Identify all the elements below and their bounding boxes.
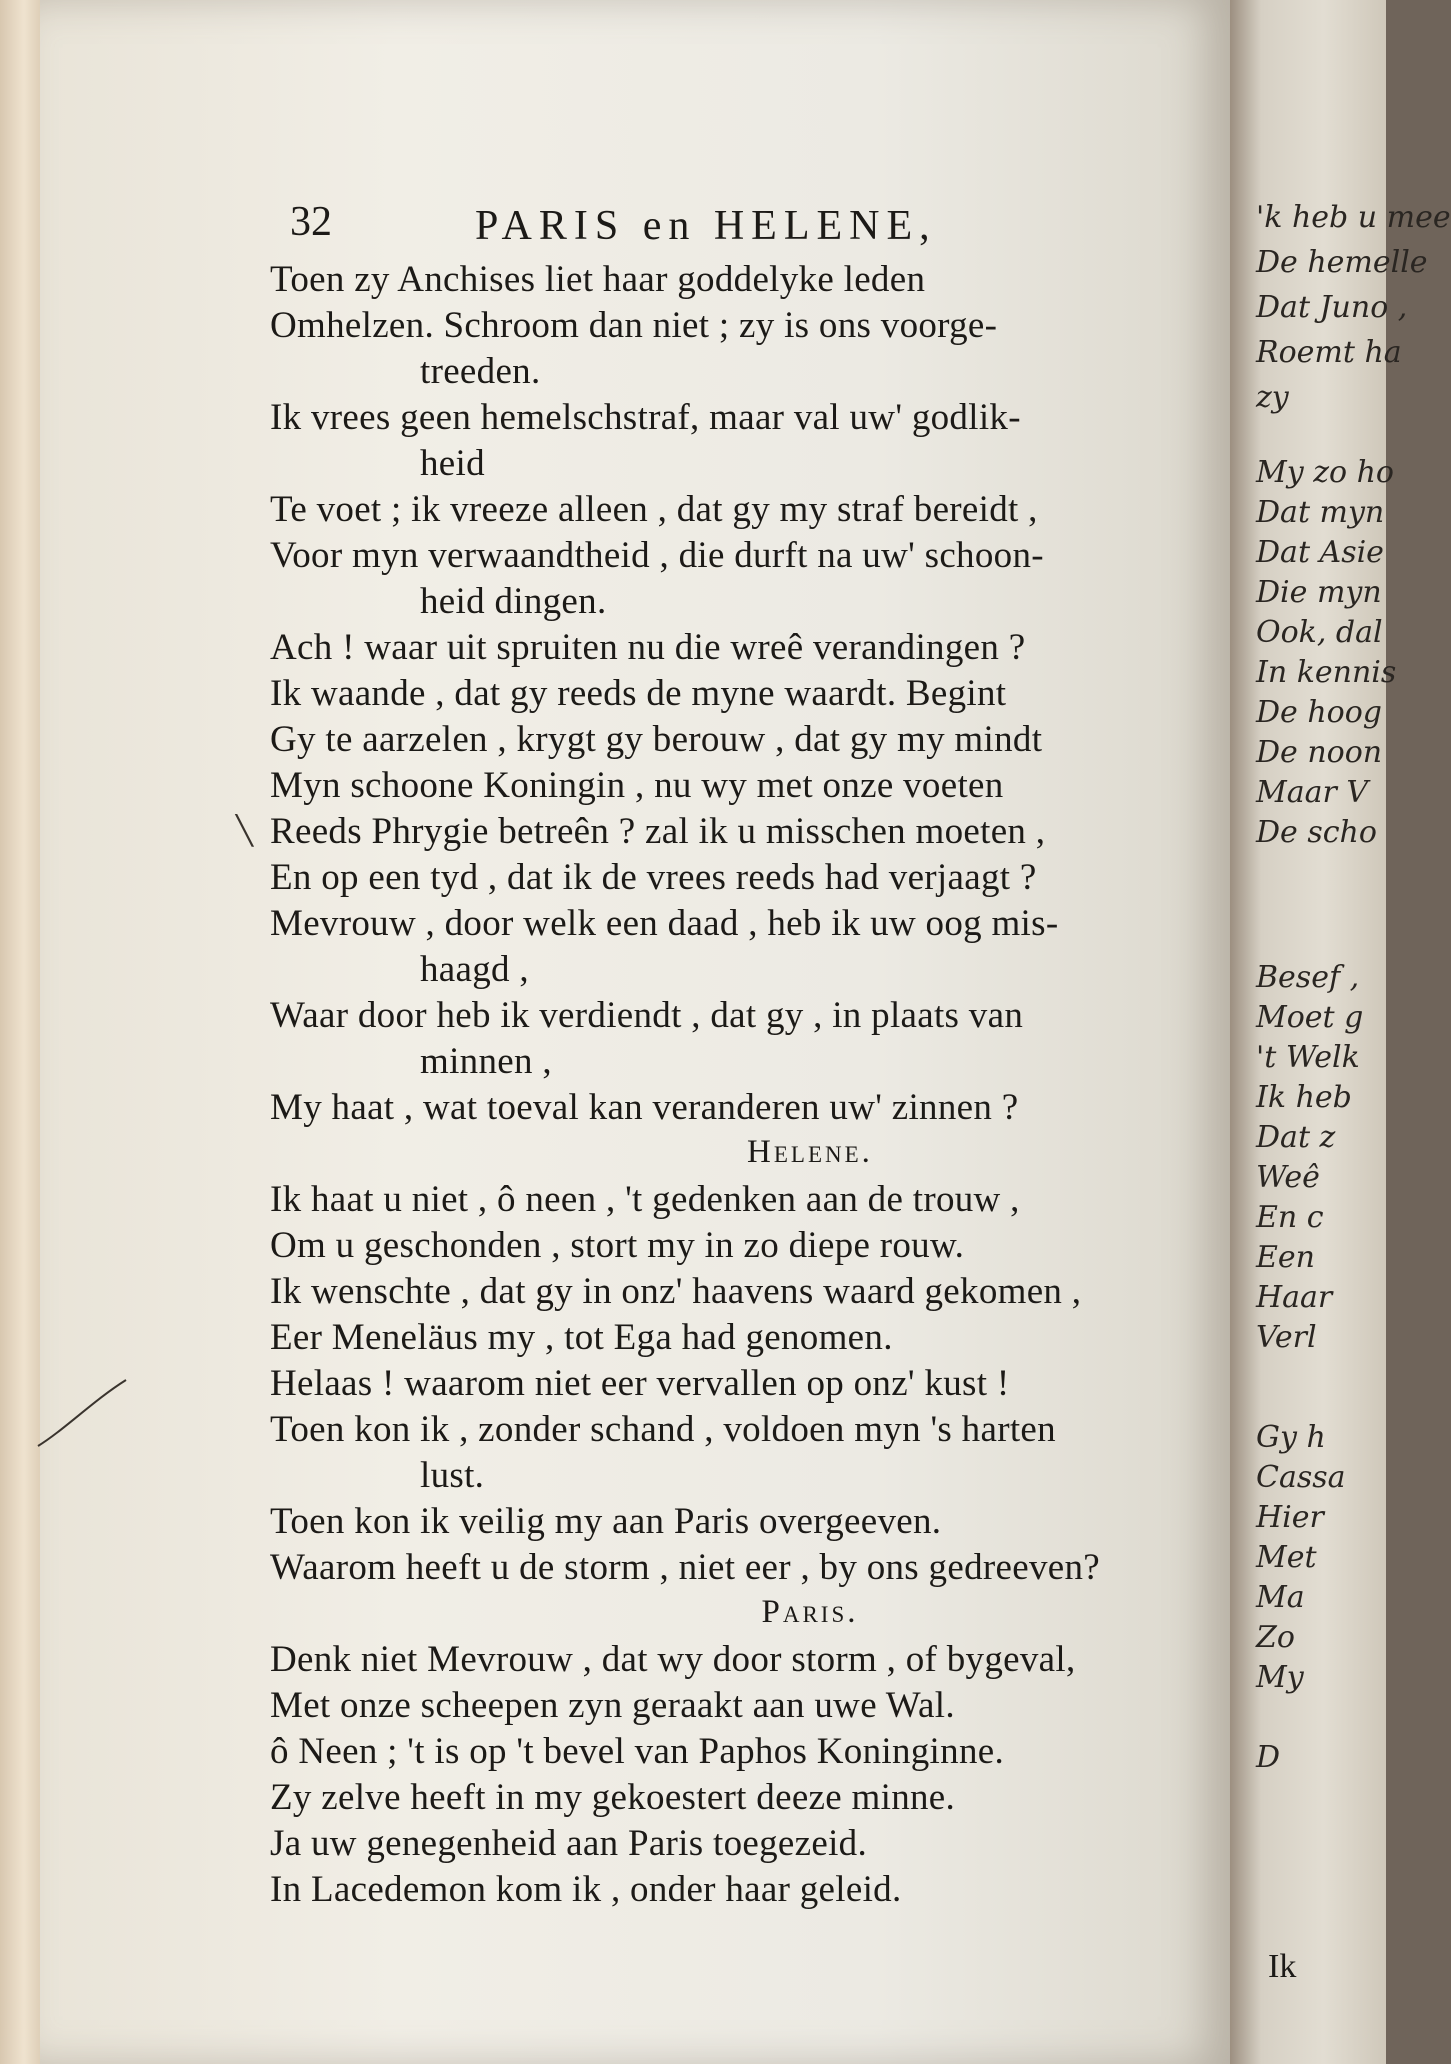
verse-line: My haat , wat toeval kan veranderen uw' zinnen ? [270, 1087, 1019, 1128]
verse-line: Helaas ! waarom niet eer vervallen op onz' kust ! [270, 1363, 1010, 1404]
verse-line: Toen kon ik , zonder schand , voldoen myn 's harten [270, 1409, 1056, 1450]
verse-continuation: heid dingen. [420, 581, 607, 622]
verse-line: Ach ! waar uit spruiten nu die wreê verandingen ? [270, 627, 1026, 668]
verse-line: Om u geschonden , stort my in zo diepe rouw. [270, 1225, 965, 1266]
facing-page-line: D [1256, 1740, 1281, 1775]
verse-line: Ik wenschte , dat gy in onz' haavens waard gekomen , [270, 1271, 1082, 1312]
verse-line: Waarom heeft u de storm , niet eer , by ons gedreeven? [270, 1547, 1100, 1588]
verse-line: Reeds Phrygie betreên ? zal ik u misschen moeten , [270, 811, 1046, 852]
verse-continuation: heid [420, 443, 485, 484]
facing-page-line: Ook, dal [1256, 615, 1383, 650]
verse-continuation: lust. [420, 1455, 485, 1496]
verse-line: Toen kon ik veilig my aan Paris overgeeven. [270, 1501, 942, 1542]
verse-line: Waar door heb ik verdiendt , dat gy , in plaats van [270, 995, 1024, 1036]
facing-page-line: Besef , [1256, 960, 1360, 995]
facing-page-line: My zo ho [1256, 455, 1394, 490]
facing-page-line: Dat Asie [1256, 535, 1384, 570]
facing-page-line: Dat myn [1256, 495, 1385, 530]
verse-line: Ja uw genegenheid aan Paris toegezeid. [270, 1823, 868, 1864]
facing-page-line: Gy h [1256, 1420, 1326, 1455]
verse-line: Omhelzen. Schroom dan niet ; zy is ons voorge- [270, 305, 998, 346]
page-number: 32 [290, 199, 332, 245]
margin-tick-mark: ╲ [236, 814, 253, 847]
verse-line: Zy zelve heeft in my gekoestert deeze minne. [270, 1777, 956, 1818]
verse-line: Myn schoone Koningin , nu wy met onze voeten [270, 765, 1004, 806]
verse-line: In Lacedemon kom ik , onder haar geleid. [270, 1869, 902, 1910]
facing-page-line: Ma [1256, 1580, 1305, 1615]
running-title: PARIS en HELENE, [475, 203, 937, 249]
verse-line: Met onze scheepen zyn geraakt aan uwe Wal. [270, 1685, 955, 1726]
verse-line: Gy te aarzelen , krygt gy berouw , dat gy my mindt [270, 719, 1043, 760]
facing-page-line: Cassa [1256, 1460, 1346, 1495]
verse-line: Ik vrees geen hemelschstraf, maar val uw' godlik- [270, 397, 1021, 438]
catchword: Ik [1268, 1948, 1297, 1985]
facing-page-line: 't Welk [1256, 1040, 1360, 1075]
verse-line: Mevrouw , door welk een daad , heb ik uw oog mis- [270, 903, 1059, 944]
verse-line: Eer Meneläus my , tot Ega had genomen. [270, 1317, 893, 1358]
facing-page-line: De scho [1256, 815, 1377, 850]
facing-page-line: Zo [1256, 1620, 1295, 1655]
facing-page-line: In kennis [1256, 655, 1397, 690]
facing-page-line: Dat Juno , [1256, 290, 1408, 325]
verse-continuation: minnen , [420, 1041, 552, 1082]
pen-stroke-mark [34, 1360, 134, 1460]
speaker-paris: Paris. [761, 1594, 859, 1630]
facing-page-line: Moet g [1256, 1000, 1364, 1035]
facing-page-line: My [1256, 1660, 1304, 1695]
verse-line: Voor myn verwaandtheid , die durft na uw' schoon- [270, 535, 1044, 576]
facing-page-line: Roemt ha [1256, 335, 1402, 370]
verse-line: Ik haat u niet , ô neen , 't gedenken aan de trouw , [270, 1179, 1020, 1220]
facing-page-line: De hoog [1256, 695, 1382, 730]
facing-page-line: Die myn [1256, 575, 1382, 610]
facing-page-line: Maar V [1256, 775, 1369, 810]
facing-page-line: De hemelle [1256, 245, 1428, 280]
facing-page-line: Een [1256, 1240, 1315, 1275]
verse-continuation: treeden. [420, 351, 541, 392]
verse-line: Ik waande , dat gy reeds de myne waardt. Begint [270, 673, 1007, 714]
facing-page-line: Weê [1256, 1160, 1320, 1195]
facing-page-line: En c [1256, 1200, 1324, 1235]
facing-page-line: Ik heb [1256, 1080, 1352, 1115]
facing-page-line: De noon [1256, 735, 1383, 770]
verse-continuation: haagd , [420, 949, 529, 990]
facing-page-line: zy [1256, 380, 1289, 415]
facing-page-line: 'k heb u mee [1256, 200, 1451, 235]
facing-page-line: Verl [1256, 1320, 1317, 1355]
verse-line: Denk niet Mevrouw , dat wy door storm , of bygeval, [270, 1639, 1076, 1680]
page-header [290, 198, 1150, 258]
verse-line: Toen zy Anchises liet haar goddelyke leden [270, 259, 926, 300]
facing-page-line: Hier [1256, 1500, 1324, 1535]
verse-line: ô Neen ; 't is op 't bevel van Paphos Koninginne. [270, 1731, 1005, 1772]
facing-page-line: Dat z [1256, 1120, 1336, 1155]
speaker-helene: Helene. [747, 1134, 873, 1170]
verse-line: En op een tyd , dat ik de vrees reeds had verjaagt ? [270, 857, 1037, 898]
verse-line: Te voet ; ik vreeze alleen , dat gy my straf bereidt , [270, 489, 1038, 530]
facing-page-line: Met [1256, 1540, 1317, 1575]
facing-page-line: Haar [1256, 1280, 1333, 1315]
